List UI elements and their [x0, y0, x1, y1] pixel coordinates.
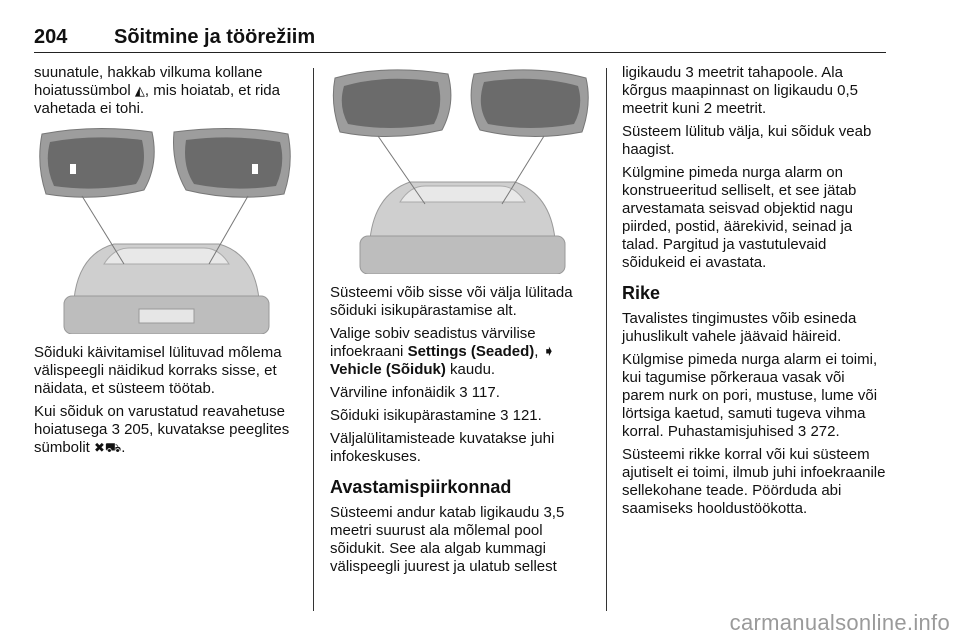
page-reference: 272 [810, 423, 836, 440]
paragraph: Värviline infonäidik 3 117. [330, 384, 500, 401]
paragraph: Süsteemi andur katab ligikaudu 3,5 meetri suurust ala mõlemal pool sõidukit. See ala algab kummagi välispeegli juurest ja ulatub sellest [330, 504, 565, 575]
column-2 [330, 64, 592, 581]
page-title: Sõitmine ja töörežiim [114, 26, 316, 48]
page-reference: 205 [124, 421, 150, 438]
page-ref-icon: 3 [797, 423, 807, 440]
paragraph: Kui sõiduk on varustatud reavahetuse hoiatusega 3 205, kuvatakse peeglites sümbolit ✖⛟. [34, 403, 290, 456]
arrow-right-icon: ➧ [542, 343, 556, 360]
column-divider-2 [606, 68, 607, 611]
page-header [34, 26, 886, 53]
column-divider-1 [313, 68, 314, 611]
page-reference: 121 [512, 407, 538, 424]
paragraph: Sõiduki isikupärastamine 3 121. [330, 407, 542, 424]
paragraph: Süsteemi võib sisse või välja lülitada sõiduki isikupärastamise alt. [330, 284, 573, 319]
menu-path-settings: Settings (Seaded) [407, 343, 535, 360]
paragraph: ligikaudu 3 meetrit tahapoole. Ala kõrgus maapinnast on ligikaudu 0,5 meetrit kuni 2 meetrit. [622, 64, 858, 117]
paragraph: Valige sobiv seadistus värvilise infoekraani Settings (Seaded), ➧ Vehicle (Sõiduk) kaudu. [330, 325, 556, 378]
menu-path-vehicle: Vehicle (Sõiduk) [330, 361, 446, 378]
column-1 [34, 64, 296, 462]
paragraph: Külgmine pimeda nurga alarm on konstrueeritud selliselt, et see jätab arvestamata seisvad objektid nagu piirded, postid, äärekivid, seinad ja talad. Pargitud ja vastutulevaid sõidukeid ei avastata. [622, 164, 857, 271]
section-heading-detection: Avastamispiirkonnad [330, 477, 512, 497]
paragraph: Väljalülitamisteade kuvatakse juhi infokeskuses. [330, 430, 555, 465]
paragraph: Külgmise pimeda nurga alarm ei toimi, kui tagumise põrkeraua vasak või parem nurk on pori, mustuse, lume või lörtsiga kaetud, samuti tugeva vihma korral. Puhastamisjuhised 3 272. [622, 351, 878, 440]
page-reference: 117 [471, 384, 496, 401]
column-3 [622, 64, 888, 523]
section-heading-fault: Rike [622, 283, 661, 303]
page-ref-icon: 3 [459, 384, 468, 401]
page-ref-icon: 3 [111, 421, 120, 438]
page-number: 204 [34, 26, 68, 48]
lane-change-car-icon: ✖⛟ [94, 440, 122, 455]
paragraph: Tavalistes tingimustes võib esineda juhuslikult vahele jäävaid häireid. [622, 310, 857, 345]
side-mirrors-illustration [34, 124, 296, 334]
mirrors-symbol-illustration [330, 64, 592, 274]
paragraph: suunatule, hakkab vilkuma kollane hoiatussümbol ◭, mis hoiatab, et rida vahetada ei tohi. [34, 64, 280, 117]
blind-spot-warning-icon: ◭ [134, 83, 145, 98]
paragraph: Süsteemi rikke korral või kui süsteem ajutiselt ei toimi, ilmub juhi infoekraanile sellekohane teade. Pöörduda abi saamiseks hooldustöökotta. [622, 446, 886, 517]
page-ref-icon: 3 [500, 407, 509, 424]
paragraph: Sõiduki käivitamisel lülituvad mõlema välispeegli näidikud korraks sisse, et näidata, et süsteem töötab. [34, 344, 282, 397]
paragraph: Süsteem lülitub välja, kui sõiduk veab haagist. [622, 123, 872, 158]
footer-watermark: carmanualsonline.info [729, 610, 950, 635]
